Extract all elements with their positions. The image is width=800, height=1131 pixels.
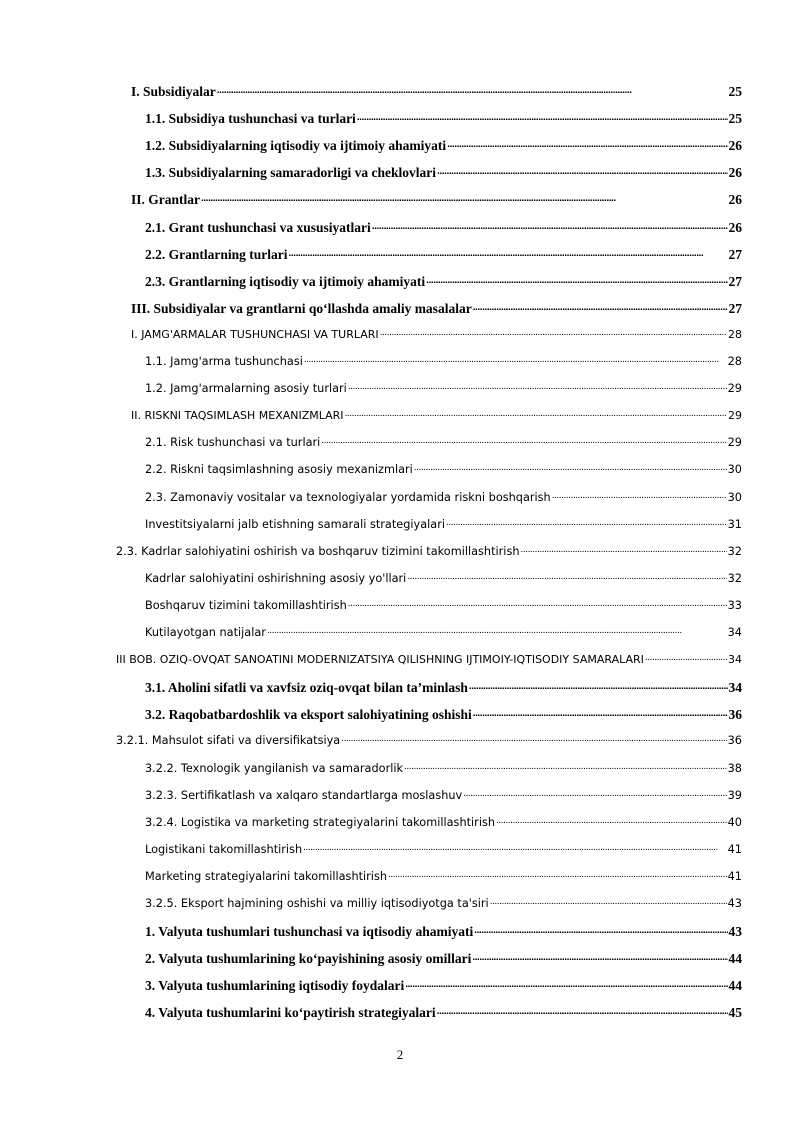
dot-leader	[357, 108, 728, 124]
toc-entry[interactable]	[145, 572, 742, 585]
dot-leader	[414, 460, 727, 473]
dot-leader	[407, 569, 726, 582]
dot-leader	[201, 189, 728, 205]
toc-entry-title: 2.3. Kadrlar salohiyatini oshirish va boshqaruv tizimini takomillashtirish	[116, 544, 520, 558]
toc-entry-page: 30	[727, 463, 742, 477]
dot-leader	[490, 894, 727, 907]
toc-entry[interactable]	[131, 301, 742, 317]
toc-entry-page: 27	[728, 300, 742, 316]
toc-entry[interactable]	[145, 463, 742, 476]
dot-leader	[447, 135, 727, 151]
toc-entry[interactable]	[116, 545, 742, 558]
dot-leader	[303, 840, 727, 853]
toc-entry-page: 32	[727, 571, 742, 585]
toc-entry-title: III BOB. OZIQ-OVQAT SANOATINI MODERNIZATSIYA QILISHNING IJTIMOIY-IQTISODIY SAMARALARI	[116, 653, 644, 667]
toc-entry-page: 28	[727, 355, 742, 368]
dot-leader	[289, 244, 728, 260]
toc-entry-page: 44	[728, 951, 742, 967]
dot-leader	[217, 81, 728, 97]
toc-entry-title: III. Subsidiyalar va grantlarni qo‘llashda amaliy masalalar	[131, 300, 472, 316]
toc-entry-page: 28	[728, 327, 742, 341]
toc-entry[interactable]	[145, 599, 742, 612]
toc-entry-page: 26	[728, 192, 742, 208]
toc-entry[interactable]	[145, 762, 742, 775]
toc-entry[interactable]	[116, 734, 742, 747]
dot-leader	[645, 650, 727, 663]
toc-entry[interactable]	[145, 247, 742, 263]
toc-entry-title: 3.2. Raqobatbardoshlik va eksport salohiyatining oshishi	[145, 707, 472, 723]
toc-entry[interactable]	[145, 518, 742, 531]
toc-entry-title: 1.1. Jamg'arma tushunchasi	[145, 355, 303, 368]
toc-entry-page: 41	[727, 869, 742, 883]
dot-leader	[348, 596, 727, 609]
toc-entry-title: I. Subsidiyalar	[131, 84, 216, 99]
toc-entry[interactable]	[131, 84, 742, 100]
toc-entry-title: I. JAMG'ARMALAR TUSHUNCHASI VA TURLARI	[131, 327, 379, 341]
toc-entry-page: 43	[728, 924, 742, 940]
toc-entry-page: 39	[727, 788, 742, 802]
dot-leader	[437, 162, 727, 178]
toc-entry[interactable]	[145, 436, 742, 449]
toc-entry-page: 38	[727, 761, 742, 775]
toc-entry-title: 3.2.3. Sertifikatlash va xalqaro standartlarga moslashuv	[145, 788, 463, 802]
dot-leader	[474, 921, 727, 937]
toc-entry-title: 2.3. Zamonaviy vositalar va texnologiyalar yordamida riskni boshqarish	[145, 490, 551, 504]
toc-entry-title: 3.2.4. Logistika va marketing strategiyalarini takomillashtirish	[145, 815, 496, 829]
dot-leader	[473, 298, 728, 314]
dot-leader	[345, 406, 727, 419]
dot-leader	[472, 948, 727, 964]
toc-entry-title: 2.3. Grantlarning iqtisodiy va ijtimoiy ahamiyati	[145, 273, 426, 289]
toc-entry[interactable]	[145, 220, 742, 236]
toc-entry[interactable]	[145, 274, 742, 290]
toc-entry-title: 4. Valyuta tushumlarini ko‘paytirish strategiyalari	[145, 1005, 436, 1021]
toc-entry[interactable]	[131, 328, 742, 341]
dot-leader	[304, 352, 727, 365]
toc-entry-title: Logistikani takomillashtirish	[145, 842, 303, 856]
toc-entry-page: 36	[727, 734, 742, 748]
dot-leader	[380, 325, 727, 338]
dot-leader	[405, 975, 727, 991]
dot-leader	[552, 488, 727, 501]
toc-entry-page: 31	[727, 517, 742, 531]
toc-entry-title: 3.2.1. Mahsulot sifati va diversifikatsiya	[116, 734, 341, 748]
dot-leader	[372, 217, 728, 233]
toc-entry-page: 44	[728, 978, 742, 994]
toc-entry[interactable]	[131, 192, 742, 208]
toc-entry-page: 27	[728, 273, 742, 289]
toc-entry[interactable]	[145, 978, 742, 994]
toc-entry[interactable]	[145, 626, 742, 639]
toc-entry-title: 2.2. Riskni taqsimlashning asosiy mexanizmlari	[145, 463, 413, 477]
toc-entry-title: Marketing strategiyalarini takomillashtirish	[145, 869, 387, 883]
dot-leader	[446, 515, 727, 528]
toc-entry[interactable]	[145, 111, 742, 127]
toc-entry-page: 29	[727, 382, 742, 396]
toc-entry-page: 41	[727, 842, 742, 856]
toc-entry-title: Investitsiyalarni jalb etishning samarali strategiyalari	[145, 517, 445, 531]
toc-entry[interactable]	[145, 680, 742, 696]
toc-entry-page: 25	[728, 111, 742, 127]
toc-entry-title: Kadrlar salohiyatini oshirishning asosiy yo'llari	[145, 571, 407, 585]
dot-leader	[473, 704, 728, 720]
toc-entry-page: 33	[727, 598, 742, 612]
toc-entry[interactable]	[145, 707, 742, 723]
toc-entry[interactable]	[145, 165, 742, 181]
toc-entry[interactable]	[145, 870, 742, 883]
toc-entry[interactable]	[145, 897, 742, 910]
toc-entry-title: 3.2.5. Eksport hajmining oshishi va milliy iqtisodiyotga ta'siri	[145, 897, 489, 910]
toc-entry[interactable]	[145, 951, 742, 967]
toc-entry[interactable]	[145, 138, 742, 154]
toc-entry[interactable]	[145, 843, 742, 856]
toc-entry-page: 34	[727, 626, 742, 639]
toc-entry-title: Boshqaruv tizimini takomillashtirish	[145, 598, 347, 612]
dot-leader	[496, 813, 727, 826]
dot-leader	[521, 542, 727, 555]
toc-entry-title: 1.1. Subsidiya tushunchasi va turlari	[145, 111, 356, 127]
toc-entry-title: II. RISKNI TAQSIMLASH MEXANIZMLARI	[131, 409, 344, 423]
toc-entry[interactable]	[145, 491, 742, 504]
toc-entry-title: 2. Valyuta tushumlarining ko‘payishining asosiy omillari	[145, 951, 472, 967]
dot-leader	[321, 433, 726, 446]
toc-entry[interactable]	[131, 409, 742, 422]
toc-entry-page: 43	[727, 897, 742, 910]
dot-leader	[348, 379, 727, 392]
toc-entry-page: 34	[728, 680, 742, 696]
dot-leader	[388, 867, 727, 880]
toc-entry-page: 34	[728, 653, 742, 667]
toc-entry-title: 3.1. Aholini sifatli va xavfsiz oziq-ovqat bilan ta’minlash	[145, 680, 468, 696]
toc-entry[interactable]	[145, 816, 742, 829]
toc-entry-title: 3.2.2. Texnologik yangilanish va samaradorlik	[145, 761, 404, 775]
toc-entry-title: 3. Valyuta tushumlarining iqtisodiy foydalari	[145, 978, 405, 994]
toc-entry-page: 25	[728, 84, 742, 99]
toc-entry-page: 26	[728, 219, 742, 235]
toc-entry[interactable]	[145, 789, 742, 802]
toc-entry-page: 40	[727, 815, 742, 829]
dot-leader	[426, 271, 727, 287]
dot-leader	[469, 677, 728, 693]
toc-entry-title: 2.1. Grant tushunchasi va xususiyatlari	[145, 219, 371, 235]
toc-entry-title: 1.2. Subsidiyalarning iqtisodiy va ijtimoiy ahamiyati	[145, 138, 447, 154]
toc-entry-title: II. Grantlar	[131, 192, 200, 208]
dot-leader	[267, 623, 727, 636]
toc-entry-title: 2.1. Risk tushunchasi va turlari	[145, 436, 321, 450]
dot-leader	[437, 1002, 728, 1018]
toc-entry-page: 26	[728, 165, 742, 181]
toc-entry-page: 26	[728, 138, 742, 154]
toc-entry-page: 30	[727, 490, 742, 504]
toc-entry-page: 29	[728, 409, 742, 423]
dot-leader	[404, 759, 727, 772]
toc-entry-title: 2.2. Grantlarning turlari	[145, 246, 288, 262]
toc-entry[interactable]	[145, 924, 742, 940]
toc-entry[interactable]	[145, 382, 742, 395]
page-number: 2	[396, 1047, 404, 1062]
toc-entry-page: 32	[727, 544, 742, 558]
toc-entry-page: 27	[728, 246, 742, 262]
toc-entry-title: 1.3. Subsidiyalarning samaradorligi va cheklovlari	[145, 165, 437, 181]
toc-entry[interactable]	[145, 1005, 742, 1021]
toc-entry-page: 45	[728, 1005, 742, 1021]
toc-entry-page: 29	[727, 436, 742, 450]
dot-leader	[341, 731, 726, 744]
toc-entry-title: 1.2. Jamg'armalarning asosiy turlari	[145, 382, 347, 396]
toc-entry-title: Kutilayotgan natijalar	[145, 626, 266, 639]
toc-entry-page: 36	[728, 707, 742, 723]
toc-entry[interactable]	[116, 653, 742, 666]
dot-leader	[463, 786, 726, 799]
toc-entry[interactable]	[145, 355, 742, 368]
toc-entry-title: 1. Valyuta tushumlari tushunchasi va iqtisodiy ahamiyati	[145, 924, 474, 940]
